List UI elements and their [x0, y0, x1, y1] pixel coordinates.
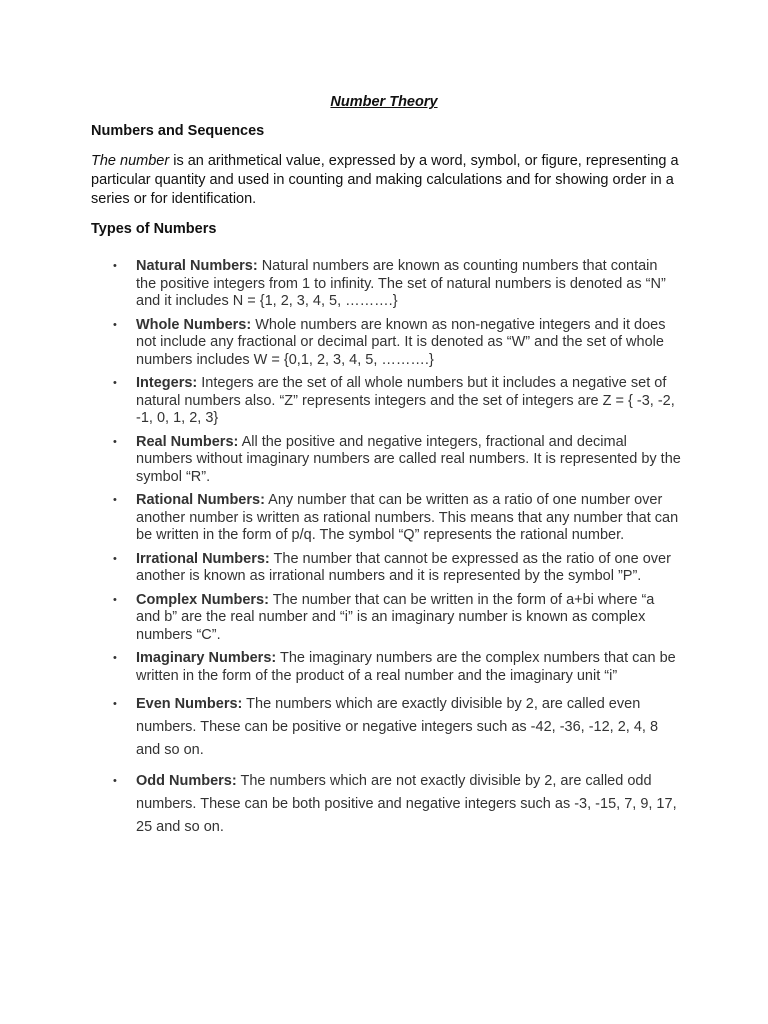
list-item-even	[0, 693, 681, 762]
item-text: The imaginary numbers are the complex numbers that can be written in the form of the product of a real number and the imaginary unit “i”	[136, 650, 676, 684]
item-term: Real Numbers:	[136, 433, 239, 450]
bullet-icon: •	[113, 698, 117, 710]
item-text: The number that can be written in the form of a+bi where “a and b” are the real number and “i” is an imaginary number is known as complex numbers “C”.	[136, 591, 655, 643]
document-title: Number Theory	[330, 94, 438, 110]
types-list	[0, 258, 768, 839]
bullet-icon: •	[113, 775, 117, 787]
item-term: Odd Numbers:	[136, 773, 237, 789]
list-item-complex	[0, 592, 681, 645]
item-term: Integers:	[136, 375, 198, 391]
list-item-integers	[0, 375, 681, 428]
list-item-natural	[0, 258, 681, 311]
item-text: Natural numbers are known as counting numbers that contain the positive integers from 1 to infinity. The set of natural numbers is denoted as “N” and it includes N = {1, 2, 3, 4, 5, ……….}	[136, 258, 666, 309]
item-term: Whole Numbers:	[136, 316, 252, 333]
item-text: All the positive and negative integers, fractional and decimal numbers without imaginary numbers are called real numbers. It is represented by the symbol “R”.	[136, 433, 681, 485]
bullet-icon: •	[113, 318, 117, 331]
bullet-icon: •	[113, 652, 117, 664]
item-text: The number that cannot be expressed as the ratio of one over another is known as irrational numbers and it is represented by the symbol ”P”.	[136, 550, 671, 584]
types-heading: Types of Numbers	[91, 221, 217, 237]
bullet-icon: •	[113, 593, 117, 606]
bullet-icon: •	[113, 260, 117, 272]
item-term: Imaginary Numbers:	[136, 650, 277, 666]
bullet-icon: •	[113, 552, 117, 565]
intro-paragraph	[91, 152, 691, 209]
intro-text: is an arithmetical value, expressed by a word, symbol, or figure, representing a particular quantity and used in counting and making calculations and for showing order in a series or for identification.	[91, 153, 679, 207]
list-item-rational	[0, 492, 681, 545]
item-text: Integers are the set of all whole numbers but it includes a negative set of natural numbers also. “Z” represents integers and the set of integers are Z = { -3, -2, -1, 0, 1, 2, 3}	[136, 375, 675, 426]
list-item-imaginary	[0, 650, 681, 685]
intro-emphasis: The number	[91, 153, 170, 169]
item-term: Rational Numbers:	[136, 492, 265, 508]
item-term: Irrational Numbers:	[136, 550, 270, 567]
list-item-real	[0, 434, 681, 487]
item-text: The numbers which are exactly divisible by 2, are called even numbers. These can be positive or negative integers such as -42, -36, -12, 2, 4, 8 and so on.	[136, 696, 659, 758]
bullet-icon: •	[113, 435, 117, 448]
section-heading: Numbers and Sequences	[91, 123, 265, 139]
item-term: Natural Numbers:	[136, 258, 258, 274]
list-item-odd	[0, 770, 681, 839]
item-text: Any number that can be written as a ratio of one number over another number is written as rational numbers. This means that any number that can be written in the form of p/q. The symbol “Q” represents the rational number.	[136, 492, 679, 543]
item-term: Even Numbers:	[136, 696, 243, 712]
list-item-irrational	[0, 551, 681, 586]
bullet-icon: •	[113, 377, 117, 389]
item-term: Complex Numbers:	[136, 591, 269, 608]
bullet-icon: •	[113, 494, 117, 506]
list-item-whole	[0, 317, 681, 370]
item-text: The numbers which are not exactly divisible by 2, are called odd numbers. These can be both positive and negative integers such as -3, -15, 7, 9, 17, 25 and so on.	[136, 773, 677, 835]
item-text: Whole numbers are known as non-negative integers and it does not include any fractional or decimal part. It is denoted as “W” and the set of whole numbers includes W = {0,1, 2, 3, 4, 5, ……….}	[136, 316, 666, 368]
